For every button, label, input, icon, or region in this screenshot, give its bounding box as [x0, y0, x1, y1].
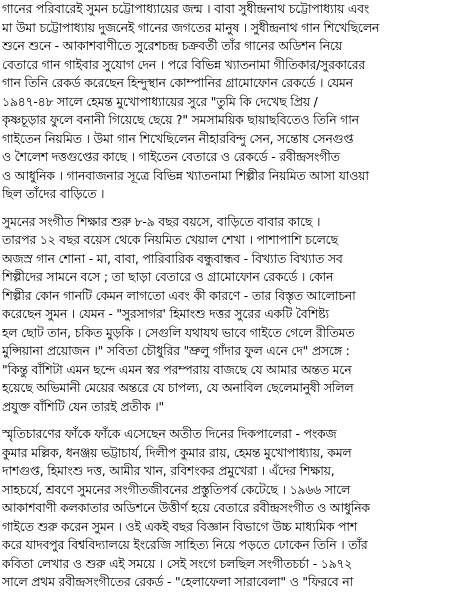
text-line: কুমার মল্লিক, ধনঞ্জয় ভট্টাচার্য, দিলীপ কুমার রায়, হেমন্ত মুখোপাধ্যায়, কমল	[2, 445, 352, 460]
text-line: ছিল তাঁদের বাড়িতে ।	[2, 187, 105, 201]
text-line: গাইতে শুরু করেন সুমন । ওই একই বছর বিজ্ঞান বিভাগে উচ্চ মাধ্যমিক পাশ	[2, 519, 357, 534]
text-line: হল ছোট তান, চকিত মুড়কি । সেগুলি যথাযথ ভাবে গাইতে গেলে রীতিমত	[2, 325, 355, 340]
text-line: অজস্র গান শোনা - মা, বাবা, পারিবারিক বন্ধুবান্ধব - বিখ্যাত বিখ্যাত সব	[2, 251, 343, 266]
text-line: বেতারে গান গাইবার সুযোগ দেন । পরে বিভিন্ন খ্যাতনামা গীতিকার/সুরকারের	[2, 57, 365, 72]
text-line: প্রযুক্ত বাঁশিটি যেন তারই প্রতীক ।"	[2, 399, 164, 414]
text-line: কবিতা লেখার ও শুরু এই সময়ে । সেই সংগে চলছিল সংগীতচর্চা - ১৯৭২	[2, 556, 353, 571]
text-line: স্মৃতিচারণের ফাঁকে ফাঁকে এসেছেন অতীত দিনের দিকপালেরা - পংকজ	[2, 427, 337, 441]
text-line: ১৯৪৭-৪৮ সালে হেমন্ত মুখোপাধ্যায়ের সুরে "তুমি কি দেখেছ প্রিয় /	[2, 94, 318, 109]
text-line: সালে প্রথম রবীন্দ্রসংগীতের রেকর্ড - "হেলাফেলা সারাবেলা" ও "ফিরবে না	[2, 575, 353, 589]
text-line: গান তিনি রেকর্ড করেছেন হিন্দুস্থান কোম্পানির গ্রামোফোন রেকর্ডে । যেমন	[2, 76, 353, 90]
text-line: শিল্পীদের সামনে বসে ; তা ছাড়া বেতারে ও গ্রামোফোন রেকর্ডে । কোন	[2, 270, 334, 284]
text-line: শিল্পীর কোন গানটি কেমন লাগতো এবং কী কারণে - তার বিস্তৃত আলোচনা	[2, 288, 356, 303]
text-line: সাহচর্যে, শ্রবণে সুমনের সংগীতজীবনের প্রস্তুতিপর্ব কেটেছে । ১৯৬৬ সালে	[2, 482, 351, 497]
text-line: দাশগুপ্ত, হিমাংশু দত্ত, আমীর খান, রবিশংকর প্রমুখেরা । এঁদের শিক্ষায়,	[2, 464, 335, 478]
text-line: করেছেন সুমন । যেমন - "সুরসাগর' হিমাংশু দত্তর সুরের একটি বৈশিষ্ট্য	[2, 307, 329, 321]
paragraph-gap	[2, 204, 454, 213]
text-line: আকাশবাণী কলকাতার অডিশনে উত্তীর্ণ হয়ে বেতারে রবীন্দ্রসংগীত ও আধুনিক	[2, 501, 370, 515]
text-line: ও শৈলেশ দত্তগুপ্তের কাছে । গাইতেন বেতারে ও রেকর্ডে - রবীন্দ্রসংগীত	[2, 150, 340, 164]
paragraph-gap	[2, 416, 454, 425]
paragraph-music-education	[2, 213, 454, 417]
paragraph-reminiscences	[2, 425, 454, 592]
text-line: কৃষ্ণচূড়ার ফুলে বনানী গিয়েছে ছেয়ে ?" সমসাময়িক ছায়াছবিতেও তিনি গান	[2, 113, 359, 127]
text-line: সুমনের সংগীত শিক্ষার শুরু ৮-৯ বছর বয়সে, বাড়িতে বাবার কাছে ।	[2, 214, 321, 229]
text-line: মুন্সিয়ানা প্রয়োজন ।" সবিতা চৌধুরির "ভ্রুলু গাঁদার ফুল এনে দে" প্রসঙ্গে :	[2, 344, 350, 358]
text-line: গাইতেন নিয়মিত । উমা গান শিখেছিলেন নীহারবিন্দু সেন, সন্তোষ সেনগুপ্ত	[2, 131, 354, 146]
paragraph-family-background	[2, 0, 454, 204]
text-line: মা উমা চট্টোপাধ্যায় দুজনেই গানের জগতের মানুষ । সুধীন্দ্রনাথ গান শিখেছিলেন	[2, 20, 380, 35]
text-line: "কিন্তু বাঁশিটা এমন ছন্দে এমন স্বর পরম্পরায় বাজছে যে আমার অন্তত মনে	[2, 362, 352, 377]
text-line: ও আধুনিক । গানবাজনার সূত্রে বিভিন্ন খ্যাতনামা শিল্পীর নিয়মিত আসা যাওয়া	[2, 168, 369, 183]
text-line: তারপর ১২ বছর বয়েস থেকে নিয়মিত খেয়াল শেখা । পাশাপাশি চলেছে	[2, 233, 338, 247]
text-line: করে যাদবপুর বিশ্ববিদ্যালয়ে ইংরেজি সাহিত্য নিয়ে পড়তে ঢোকেন তিনি । তাঁর	[2, 538, 368, 552]
text-line: গানের পরিবারেই সুমন চট্টোপাধ্যায়ের জন্ম । বাবা সুধীন্দ্রনাথ চট্টোপাধ্যায় এবং	[2, 2, 370, 16]
text-line: শুনে শুনে - আকাশবাণীতে সুরেশচন্দ্র চক্রবর্তী তাঁর গানের অডিশন নিয়ে	[2, 39, 342, 53]
text-line: হয়েছে অভিমানী মেয়ের অন্তরে যে চাপল্য, যে অনাবিল ছেলেমানুষী সলিল	[2, 381, 354, 395]
